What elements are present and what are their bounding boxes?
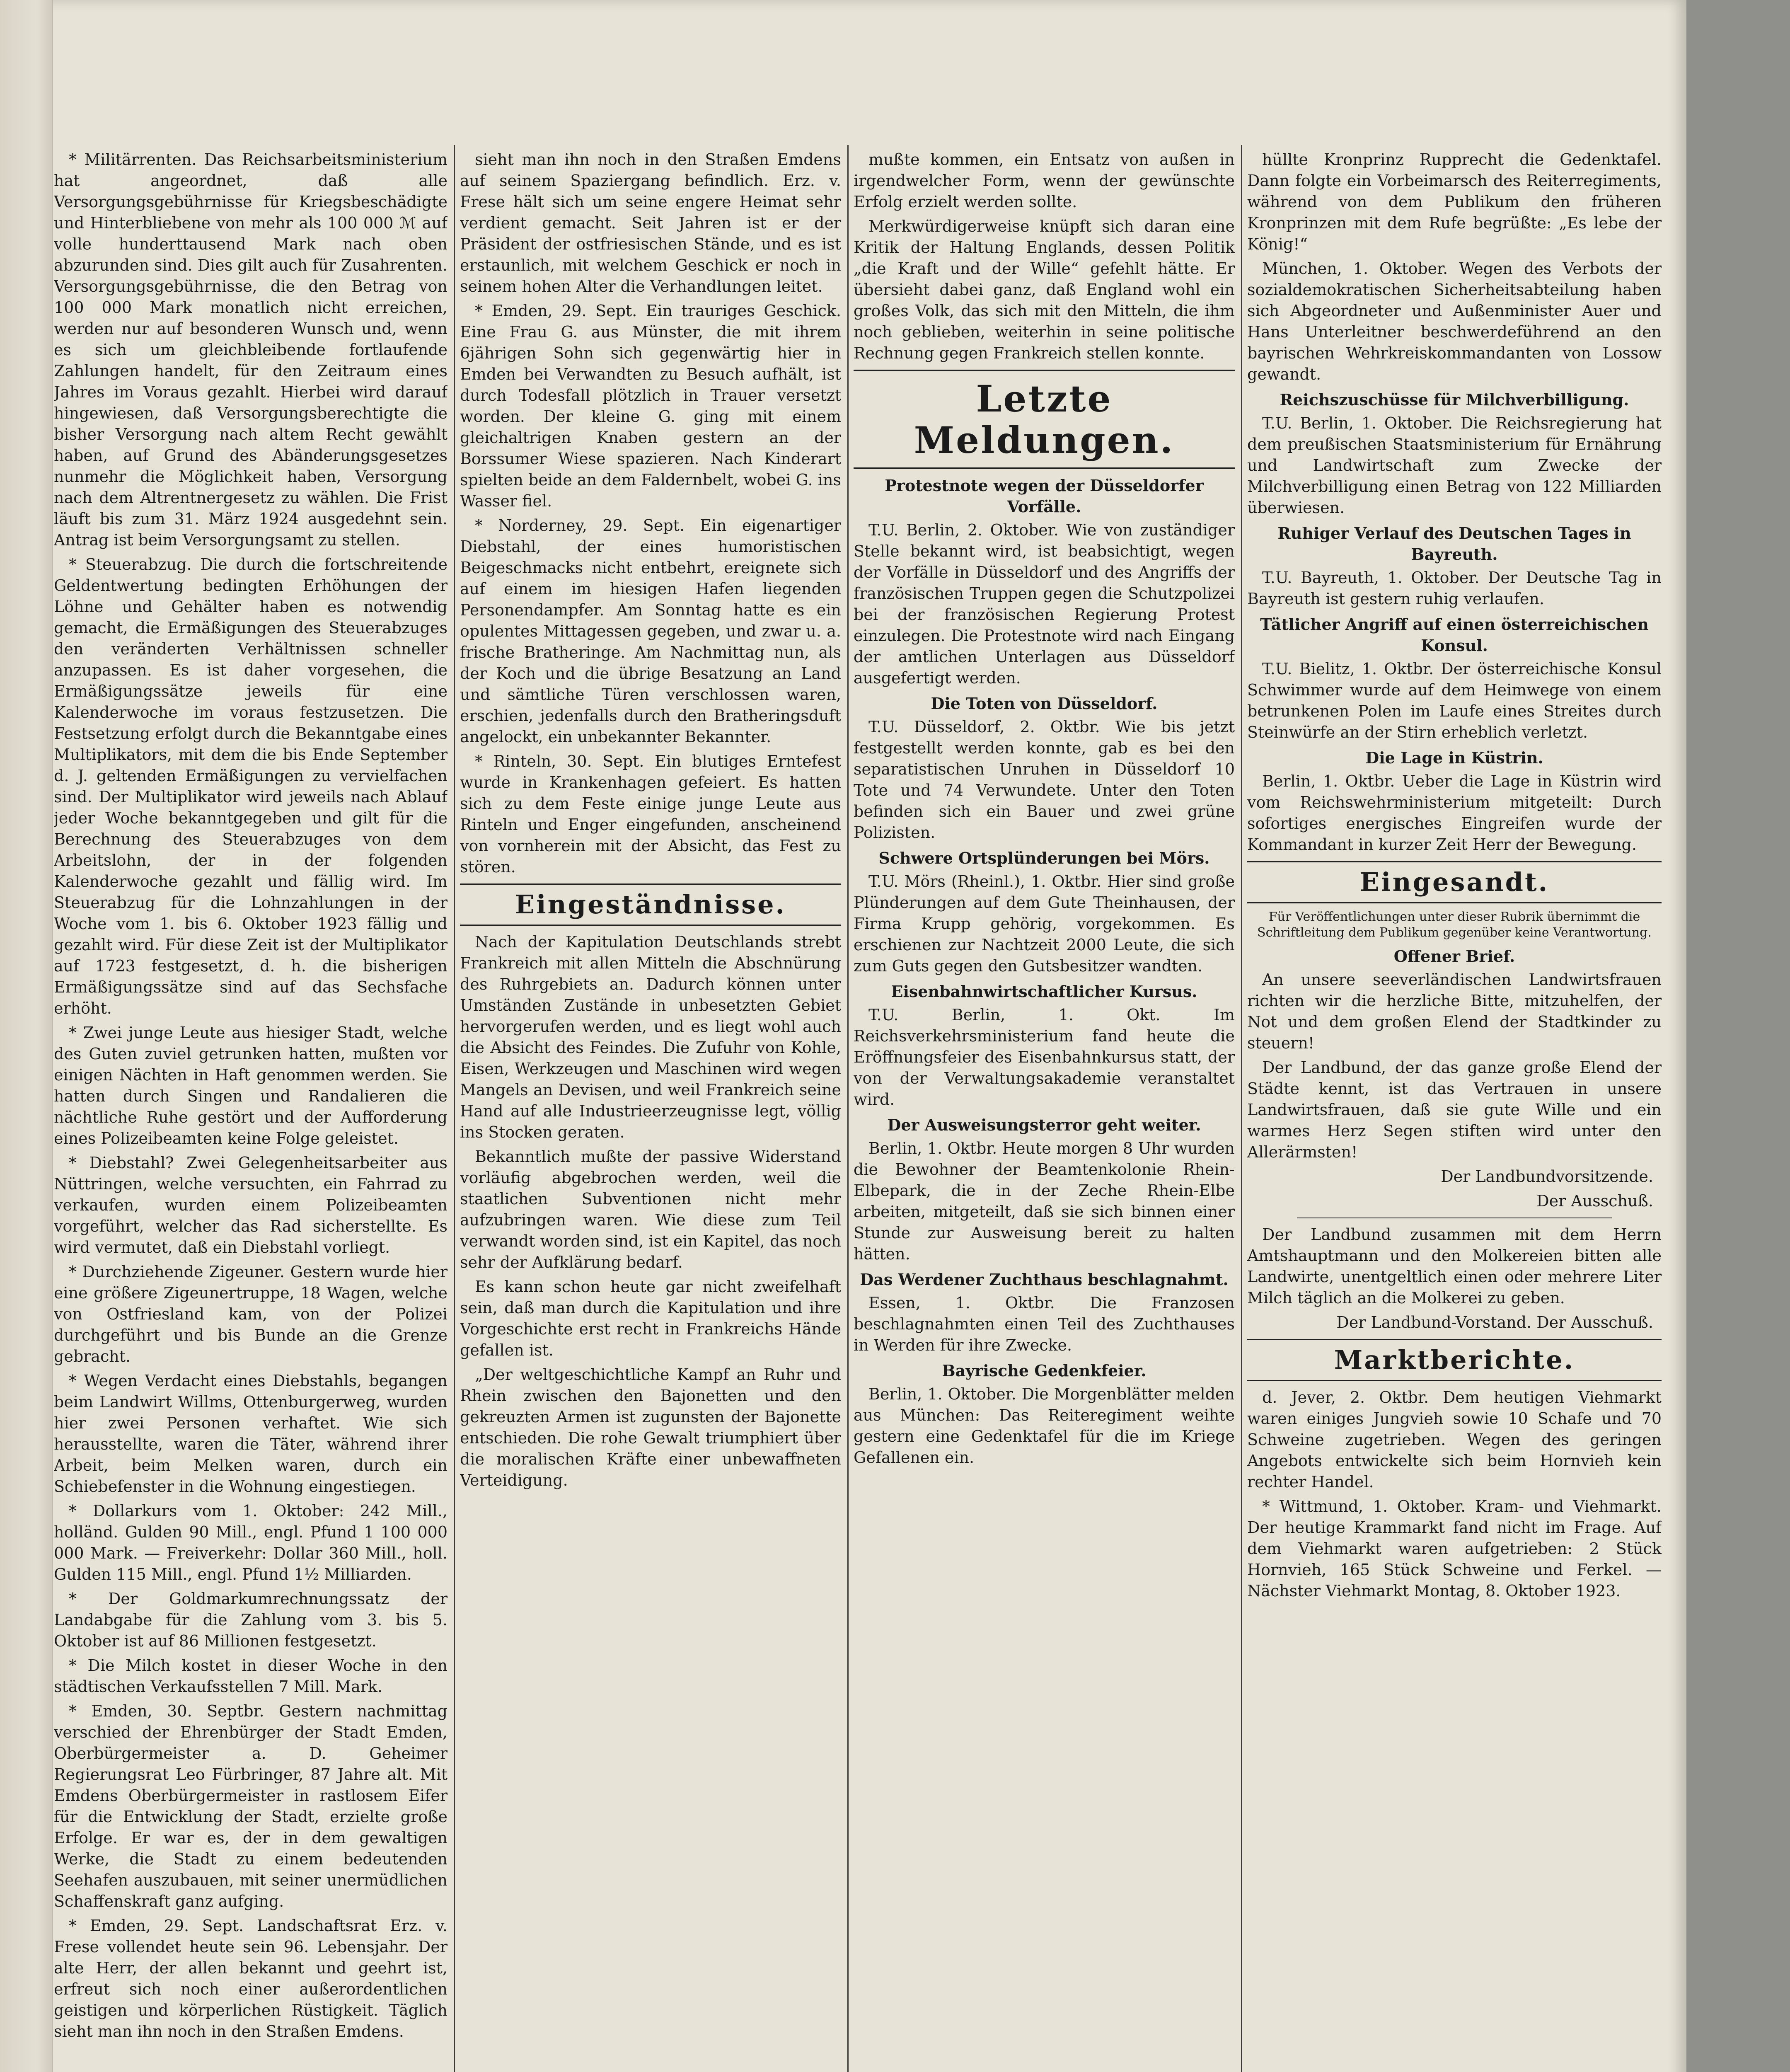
article-paragraph: Es kann schon heute gar nicht zweifelhaft sein, daß man durch die Kapitulation und ihre Vorgeschichte erst recht in Frankreichs Hände gefallen ist. (460, 1278, 841, 1359)
article-paragraph: hüllte Kronprinz Rupprecht die Gedenktafel. Dann folgte ein Vorbeimarsch des Reiterregiments, während von dem Publikum den früheren Kronprinzen mit dem Rufe begrüßte: „Es lebe der König!“ (1247, 150, 1662, 253)
article-paragraph: * Militärrenten. Das Reichsarbeitsministerium hat angeordnet, daß alle Versorgungsgebührnisse für Kriegsbeschädigte und Hinterbliebene von mehr als 100 000 ℳ auf volle hunderttausend Mark nach oben abzurunden sind. Dies gilt auch für Zusahrenten. Versorgungsgebührnisse, die den Betrag von 100 000 Mark monatlich nicht erreichen, werden nur auf besonderen Wunsch und, wenn es sich um gleichbleibende fortlaufende Zahlungen handelt, für den Zeitraum eines Jahres im Voraus gezahlt. Hierbei wird darauf hingewiesen, daß Versorgungsberechtigte die bisher Versorgung nach altem Recht gewählt haben, auf Grund des Abänderungsgesetzes nunmehr die Möglichkeit haben, Versorgung nach dem Altrentnergesetz zu wählen. Die Frist läuft bis zum 31. März 1924 ausgedehnt sein. Antrag ist beim Versorgungsamt zu stellen. (54, 150, 448, 549)
article-headline: Die Lage in Küstrin. (1365, 748, 1543, 767)
article-paragraph: * Emden, 29. Sept. Landschaftsrat Erz. v. Frese vollendet heute sein 96. Lebensjahr. Der alte Herr, der allen bekannt und geehrt ist, erfreut sich noch einer außerordentlichen geistigen und körperlichen Rüstigkeit. Täglich sieht man ihn noch in den Straßen Emdens. (54, 1917, 448, 2041)
article-headline: Eisenbahnwirtschaftlicher Kursus. (891, 982, 1197, 1001)
column-rule (1241, 145, 1242, 2072)
article-paragraph: T.U. Düsseldorf, 2. Oktbr. Wie bis jetzt festgestellt werden konnte, gab es bei den separatistischen Unruhen in Düsseldorf 10 Tote und 74 Verwundete. Unter den Toten befinden sich ein Bauer und zwei grüne Polizisten. (854, 718, 1235, 842)
column-4 (1247, 149, 1662, 2072)
article-paragraph: Der Landbund, der das ganze große Elend der Städte kennt, ist das Vertrauen in unsere Landwirtsfrauen, daß sie gute Wille und ein warmes Herz Segen stiften wird unter den Allerärmsten! (1247, 1058, 1662, 1161)
column-rule (847, 145, 849, 2072)
article-headline: Das Werdener Zuchthaus beschlagnahmt. (860, 1270, 1229, 1289)
article-paragraph: T.U. Berlin, 2. Oktober. Wie von zuständiger Stelle bekannt wird, ist beabsichtigt, wegen der Vorfälle in Düsseldorf und des Angriffs der französischen Truppen gegen die Schutzpolizei bei der französischen Regierung Protest einzulegen. Die Protestnote wird nach Eingang der amtlichen Unterlagen aus Düsseldorf ausgefertigt werden. (854, 521, 1235, 687)
article-paragraph: * Rinteln, 30. Sept. Ein blutiges Erntefest wurde in Krankenhagen gefeiert. Es hatten sich zu dem Feste einige junge Leute aus Rinteln und Enger eingefunden, anscheinend von vornherein mit der Absicht, das Fest zu stören. (460, 752, 841, 876)
article-paragraph: T.U. Mörs (Rheinl.), 1. Oktbr. Hier sind große Plünderungen auf dem Gute Theinhausen, der Firma Krupp gehörig, vorgekommen. Es erschienen zur Nachtzeit 2000 Leute, die sich zum Guts gegen den Gutsbesitzer wandten. (854, 872, 1235, 975)
article-paragraph: * Emden, 29. Sept. Ein trauriges Geschick. Eine Frau G. aus Münster, die mit ihrem 6jährigen Sohn sich gegenwärtig hier in Emden bei Verwandten zu Besuch aufhält, ist durch Todesfall plötzlich in Trauer versetzt worden. Der kleine G. ging mit einem gleichaltrigen Knaben gestern an der Borssumer Wiese spazieren. Nach Kinderart spielten beide an dem Faldernbelt, wobei G. ins Wasser fiel. (460, 302, 841, 510)
article-paragraph: Der Landbund zusammen mit dem Herrn Amtshauptmann und den Molkereien bitten alle Landwirte, unentgeltlich einen oder mehrere Liter Milch täglich an die Molkerei zu geben. (1247, 1225, 1662, 1307)
article-paragraph: * Norderney, 29. Sept. Ein eigenartiger Diebstahl, der eines humoristischen Beigeschmacks nicht entbehrt, ereignete sich auf einem im hiesigen Hafen liegenden Personendampfer. Am Sonntag hatte es ein opulentes Mittagessen gegeben, und zwar u. a. frische Bratheringe. Am Nachmittag nun, als der Koch und die übrige Besatzung an Land und sämtliche Türen verschlossen waren, erschien, jedenfalls durch den Bratheringsduft angelockt, ein unbekannter Bekannter. (460, 516, 841, 746)
article-paragraph: * Wegen Verdacht eines Diebstahls, begangen beim Landwirt Willms, Ottenburgerweg, wurden hier zwei Personen verhaftet. Wie sich herausstellte, waren die Täter, während ihrer Arbeit, beim Melken waren, durch ein Schiebefenster in die Wohnung eingestiegen. (54, 1372, 448, 1496)
article-headline: Der Ausweisungsterror geht weiter. (887, 1116, 1201, 1134)
article-paragraph: * Wittmund, 1. Oktober. Kram- und Viehmarkt. Der heutige Krammarkt fand nicht im Frage. Auf dem Viehmarkt waren aufgetrieben: 2 Stück Hornvieh, 165 Stück Schweine und Ferkel. — Nächster Viehmarkt Montag, 8. Oktober 1923. (1247, 1497, 1662, 1600)
article-paragraph: T.U. Berlin, 1. Oktober. Die Reichsregierung hat dem preußischen Staatsministerium für Ernährung und Landwirtschaft zum Zwecke der Milchverbilligung einen Betrag von 122 Milliarden überwiesen. (1247, 414, 1662, 517)
article-headline: Offener Brief. (1393, 947, 1515, 966)
article-headline: Tätlicher Angriff auf einen österreichischen Konsul. (1260, 615, 1649, 655)
article-paragraph: Berlin, 1. Oktbr. Ueber die Lage in Küstrin wird vom Reichswehrministerium mitgeteilt: Durch sofortiges energisches Eingreifen wurde der Kommandant in kurzer Zeit Herr der Bewegung. (1247, 772, 1662, 854)
article-paragraph: * Dollarkurs vom 1. Oktober: 242 Mill., holländ. Gulden 90 Mill., engl. Pfund 1 100 000 000 Mark. — Freiverkehr: Dollar 360 Mill., holl. Gulden 115 Mill., engl. Pfund 1½ Milliarden. (54, 1502, 448, 1583)
article-paragraph: * Steuerabzug. Die durch die fortschreitende Geldentwertung bedingten Erhöhungen der Löhne und Gehälter haben es notwendig gemacht, die Ermäßigungen des Steuerabzuges den veränderten Verhältnissen schneller anzupassen. Es ist daher vorgesehen, die Ermäßigungssätze jeweils für eine Kalenderwoche im voraus festzusetzen. Die Festsetzung erfolgt durch die Bekanntgabe eines Multiplikators, mit dem die bis Ende September d. J. geltenden Ermäßigungen zu vervielfachen sind. Der Multiplikator wird jeweils nach Ablauf jeder Woche bekanntgegeben und gilt für die Berechnung des Steuerabzuges von dem Arbeitslohn, der in der folgenden Kalenderwoche gezahlt und fällig wird. Im Steuerabzug für die Lohnzahlungen in der Woche vom 1. bis 6. Oktober 1923 fällig und gezahlt wird. Für diese Zeit ist der Multiplikator auf 1723 festgesetzt, d. h. die bisherigen Ermäßigungssätze sind auf das Sechsfache erhöht. (54, 555, 448, 1017)
editorial-note: Für Veröffentlichungen unter dieser Rubrik übernimmt die Schriftleitung dem Publikum gegenüber keine Verantwortung. (1257, 910, 1652, 940)
column-2 (460, 149, 841, 2072)
section-heading: Eingesandt. (1247, 861, 1662, 903)
article-headline: Reichszuschüsse für Milchverbilligung. (1280, 390, 1629, 409)
signature-line: Der Ausschuß. (1536, 1192, 1653, 1210)
article-paragraph: * Durchziehende Zigeuner. Gestern wurde hier eine größere Zigeunertruppe, 18 Wagen, welche von Ostfriesland kam, von der Polizei durchgeführt und bis Bunde an die Grenze gebracht. (54, 1263, 448, 1365)
section-heading: Marktberichte. (1247, 1339, 1662, 1381)
article-paragraph: d. Jever, 2. Oktbr. Dem heutigen Viehmarkt waren einiges Jungvieh sowie 10 Schafe und 70 Schweine zugetrieben. Wegen des geringen Angebots entwickelte sich beim Hornvieh kein rechter Handel. (1247, 1388, 1662, 1491)
article-paragraph: Berlin, 1. Oktbr. Heute morgen 8 Uhr wurden die Bewohner der Beamtenkolonie Rhein-Elbepark, die in der Zeche Rhein-Elbe arbeiten, mitgeteilt, daß sie sich binnen einer Stunde zur Ausweisung bereit zu halten hätten. (854, 1139, 1235, 1263)
article-paragraph: * Der Goldmarkumrechnungssatz der Landabgabe für die Zahlung vom 3. bis 5. Oktober ist auf 86 Millionen festgesetzt. (54, 1590, 448, 1650)
article-paragraph: „Der weltgeschichtliche Kampf an Ruhr und Rhein zwischen den Bajonetten und den gekreuzten Armen ist zugunsten der Bajonette entschieden. Die rohe Gewalt triumphiert über die moralischen Kräfte einer unbewaffneten Verteidigung. (460, 1365, 841, 1489)
article-paragraph: Nach der Kapitulation Deutschlands strebt Frankreich mit allen Mitteln die Abschnürung des Ruhrgebiets an. Dadurch können unter Umständen Zustände in unbesetzten Gebiet hervorgerufen werden, und es liegt wohl auch die Absicht des Feindes. Die Zufuhr von Kohle, Eisen, Werkzeugen und Maschinen wird wegen Mangels an Devisen, und weil Frankreich seine Hand auf alle Industrieerzeugnisse legt, völlig ins Stocken geraten. (460, 933, 841, 1141)
column-1 (54, 149, 448, 2072)
article-paragraph: * Zwei junge Leute aus hiesiger Stadt, welche des Guten zuviel getrunken hatten, mußten vor einigen Nächten in Haft genommen werden. Sie hatten durch Singen und Randalieren die nächtliche Ruhe gestört und der Aufforderung eines Polizeibeamten keine Folge geleistet. (54, 1024, 448, 1147)
article-paragraph: * Die Milch kostet in dieser Woche in den städtischen Verkaufsstellen 7 Mill. Mark. (54, 1656, 448, 1696)
article-paragraph: München, 1. Oktober. Wegen des Verbots der sozialdemokratischen Sicherheitsabteilung haben sich Abgeordneter und Außenminister Auer und Hans Unterleitner beschwerdeführend an den bayrischen Wehrkreiskommandanten von Lossow gewandt. (1247, 259, 1662, 383)
previous-page-edge (0, 0, 53, 2072)
article-paragraph: T.U. Berlin, 1. Okt. Im Reichsverkehrsministerium fand heute die Eröffnungsfeier des Eisenbahnkursus statt, der von der Verwaltungsakademie veranstaltet wird. (854, 1006, 1235, 1109)
article-paragraph: * Diebstahl? Zwei Gelegenheitsarbeiter aus Nüttringen, welche versuchten, ein Fahrrad zu verkaufen, wurden einem Polizeibeamten vorgeführt, welcher das Rad sicherstellte. Es wird vermutet, daß ein Diebstahl vorliegt. (54, 1154, 448, 1256)
article-headline: Protestnote wegen der Düsseldorfer Vorfälle. (885, 476, 1204, 516)
section-heading: Eingeständnisse. (460, 884, 841, 926)
article-paragraph: mußte kommen, ein Entsatz von außen in irgendwelcher Form, wenn der gewünschte Erfolg erzielt werden sollte. (854, 150, 1235, 211)
signature-line: Der Landbundvorsitzende. (1441, 1167, 1653, 1186)
article-paragraph: Merkwürdigerweise knüpft sich daran eine Kritik der Haltung Englands, dessen Politik „die Kraft und der Wille“ gefehlt hätte. Er übersieht dabei ganz, daß England wohl ein großes Volk, das sich mit den Mitteln, die ihm noch geblieben, weiterhin in seine politische Rechnung gegen Frankreich stellen konnte. (854, 217, 1235, 362)
column-rule (454, 145, 455, 2072)
signature-line: Der Landbund-Vorstand. Der Ausschuß. (1336, 1313, 1653, 1331)
column-3 (854, 149, 1235, 2072)
article-paragraph: Bekanntlich mußte der passive Widerstand vorläufig abgebrochen werden, weil die staatlichen Subventionen nicht mehr aufzubringen waren. Wie diese zum Teil verwandt worden sind, ist ein Kapitel, das noch sehr der Aufklärung bedarf. (460, 1147, 841, 1271)
article-headline: Schwere Ortsplünderungen bei Mörs. (878, 849, 1210, 867)
article-paragraph: * Emden, 30. Septbr. Gestern nachmittag verschied der Ehrenbürger der Stadt Emden, Oberbürgermeister a. D. Geheimer Regierungsrat Leo Fürbringer, 87 Jahre alt. Mit Emdens Oberbürgermeister in rastlosem Eifer für die Entwicklung der Stadt, erzielte große Erfolge. Er war es, der in dem gewaltigen Werke, die Stadt zu einem bedeutenden Seehafen auszubauen, mit seiner unermüdlichen Schaffenskraft ganz aufging. (54, 1702, 448, 1910)
article-headline: Die Toten von Düsseldorf. (931, 694, 1158, 713)
article-paragraph: Essen, 1. Oktbr. Die Franzosen beschlagnahmten einen Teil des Zuchthauses in Werden für ihre Zwecke. (854, 1294, 1235, 1354)
section-heading: Letzte Meldungen. (854, 370, 1235, 469)
article-paragraph: T.U. Bayreuth, 1. Oktober. Der Deutsche Tag in Bayreuth ist gestern ruhig verlaufen. (1247, 569, 1662, 608)
article-headline: Ruhiger Verlauf des Deutschen Tages in Bayreuth. (1277, 524, 1631, 564)
article-paragraph: An unsere seeverländischen Landwirtsfrauen richten wir die herzliche Bitte, mitzuhelfen, der Not und dem großen Elend der Stadtkinder zu steuern! (1247, 971, 1662, 1052)
article-paragraph: sieht man ihn noch in den Straßen Emdens auf seinem Spaziergang befindlich. Erz. v. Frese hält sich um seine engere Heimat sehr verdient gemacht. Seit Jahren ist er der Präsident der ostfriesischen Stände, und es ist erstaunlich, mit welchem Geschick er noch in seinem hohen Alter die Verhandlungen leitet. (460, 150, 841, 295)
article-headline: Bayrische Gedenkfeier. (942, 1361, 1147, 1380)
article-paragraph: T.U. Bielitz, 1. Oktbr. Der österreichische Konsul Schwimmer wurde auf dem Heimwege von einem betrunkenen Polen im Laufe eines Streites durch Steinwürfe an der Stirn erheblich verletzt. (1247, 660, 1662, 741)
article-paragraph: Berlin, 1. Oktober. Die Morgenblätter melden aus München: Das Reiteregiment weihte gestern eine Gedenktafel für die im Kriege Gefallenen ein. (854, 1385, 1235, 1467)
